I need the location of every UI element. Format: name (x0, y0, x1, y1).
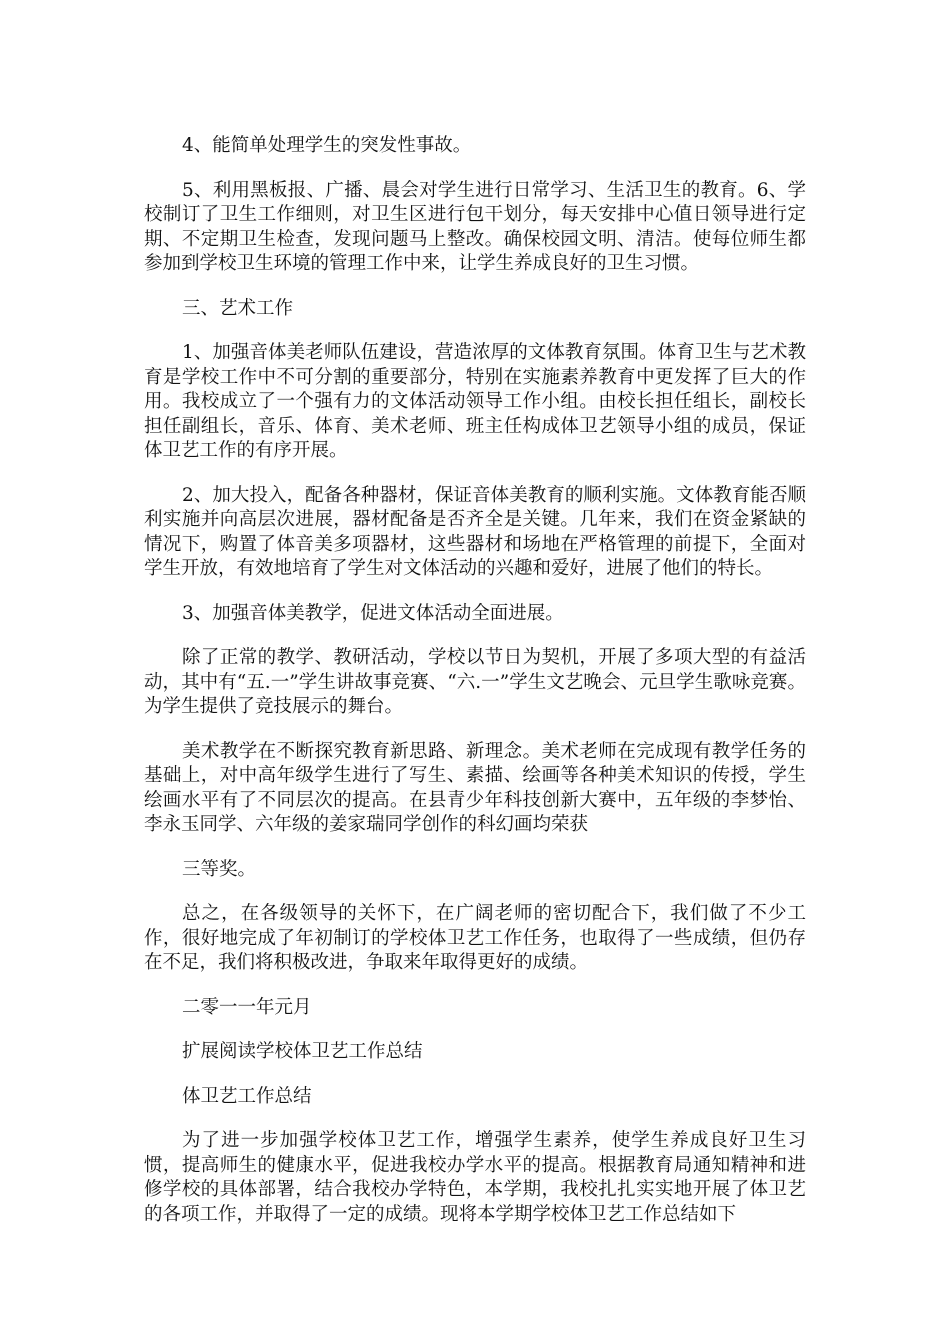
paragraph-art-3: 3、加强音体美教学，促进文体活动全面进展。 (182, 602, 564, 624)
paragraph-award: 三等奖。 (182, 858, 257, 880)
paragraph-item-4: 4、能简单处理学生的突发性事故。 (182, 135, 472, 156)
paragraph-art-teaching: 美术教学在不断探究教育新思路、新理念。美术老师在完成现有教学任务的基础上，对中高年级学生进行了写生、素描、绘画等各种美术知识的传授，学生绘画水平有了不同层次的提高。在县青少年科技创新大赛中，五年级的李梦怡、李永玉同学、六年级的姜家瑞同学创作的科幻画均荣获 (144, 740, 806, 835)
document-date: 二零一一年元月 (182, 996, 312, 1018)
document-body (144, 134, 806, 1247)
paragraph-conclusion: 总之，在各级领导的关怀下，在广阔老师的密切配合下，我们做了不少工作，很好地完成了年初制订的学校体卫艺工作任务，也取得了一些成绩，但仍存在不足，我们将积极改进，争取来年取得更好的成绩。 (144, 903, 806, 973)
paragraph-art-2: 2、加大投入，配备各种器材，保证音体美教育的顺利实施。文体教育能否顺利实施并向高层次进展，器材配备是否齐全是关键。几年来，我们在资金紧缺的情况下，购置了体音美多项器材，这些器材和场地在严格管理的前提下，全面对学生开放，有效地培育了学生对文体活动的兴趣和爱好，进展了他们的特长。 (144, 484, 806, 579)
paragraph-intro: 为了进一步加强学校体卫艺工作，增强学生素养，使学生养成良好卫生习惯，提高师生的健康水平，促进我校办学水平的提高。根据教育局通知精神和进修学校的具体部署，结合我校办学特色，本学期，我校扎扎实实地开展了体卫艺的各项工作，并取得了一定的成绩。现将本学期学校体卫艺工作总结如下 (144, 1130, 806, 1225)
paragraph-items-5-6: 5、利用黑板报、广播、晨会对学生进行日常学习、生活卫生的教育。6、学校制订了卫生工作细则，对卫生区进行包干划分，每天安排中心值日领导进行定期、不定期卫生检查，发现问题马上整改。确保校园文明、清洁。使每位师生都参加到学校卫生环境的管理工作中来，让学生养成良好的卫生习惯。 (144, 179, 806, 274)
subtitle: 体卫艺工作总结 (182, 1085, 312, 1107)
section-heading-art-work: 三、艺术工作 (182, 297, 294, 319)
paragraph-art-1: 1、加强音体美老师队伍建设，营造浓厚的文体教育氛围。体育卫生与艺术教育是学校工作中不可分割的重要部分，特别在实施素养教育中更发挥了巨大的作用。我校成立了一个强有力的文体活动领导工作小组。由校长担任组长，副校长担任副组长，音乐、体育、美术老师、班主任构成体卫艺领导小组的成员，保证体卫艺工作的有序开展。 (144, 342, 806, 461)
paragraph-activities: 除了正常的教学、教研活动，学校以节日为契机，开展了多项大型的有益活动，其中有“五.一”学生讲故事竞赛、“六.一”学生文艺晚会、元旦学生歌咏竞赛。为学生提供了竞技展示的舞台。 (144, 647, 806, 717)
extended-reading-title: 扩展阅读学校体卫艺工作总结 (182, 1041, 423, 1062)
